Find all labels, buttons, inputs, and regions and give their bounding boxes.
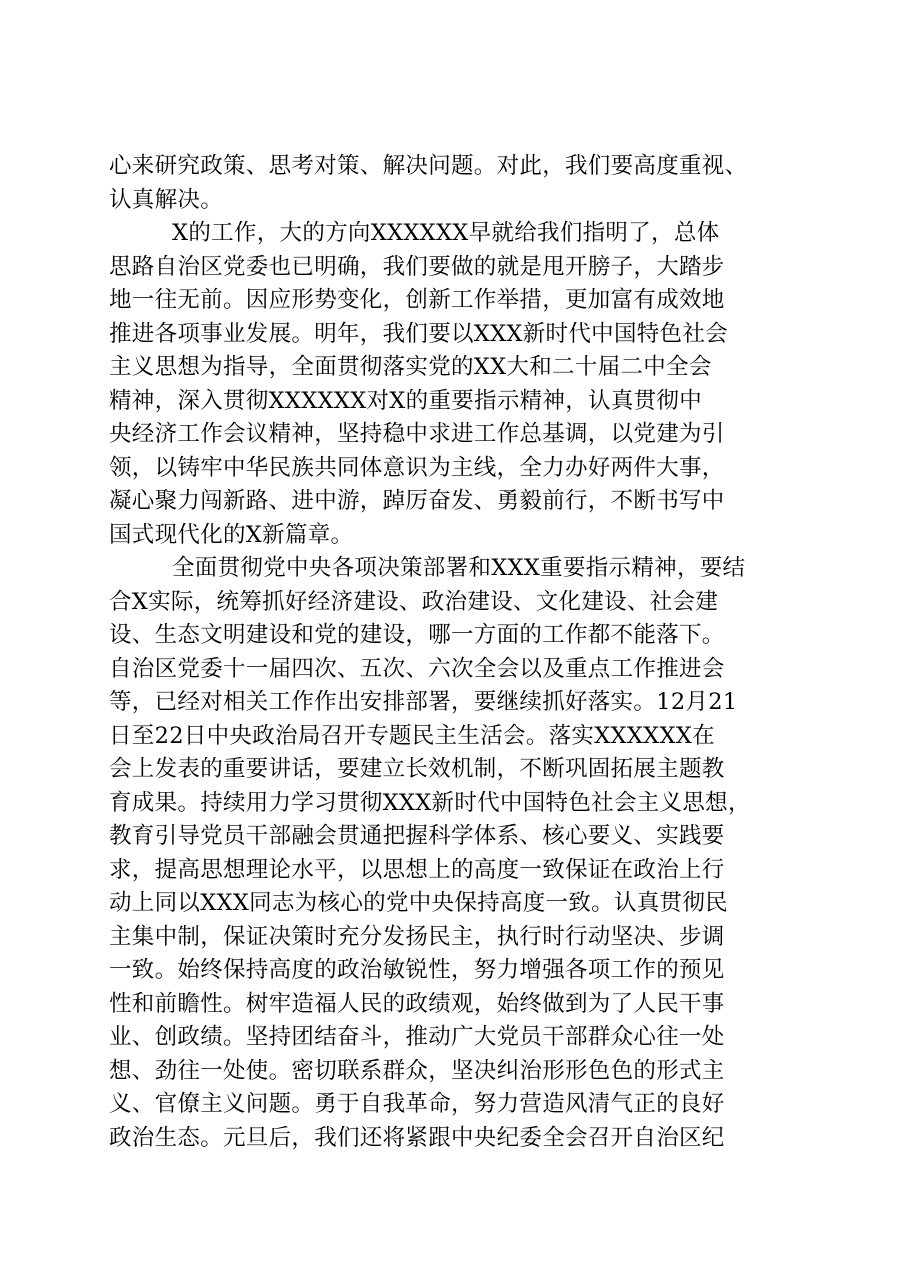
text-line: 教育引导党员干部融会贯通把握科学体系、核心要义、实践要 [109, 823, 725, 849]
text-line: 认真解决。 [109, 186, 224, 213]
text-line: 地一往无前。因应形势变化，创新工作举措，更加富有成效地 [109, 287, 725, 313]
paragraph-first-line: X的工作，大的方向XXXXXX早就给我们指明了，总体 [172, 220, 720, 246]
text-line: 合X实际，统筹抓好经济建设、政治建设、文化建设、社会建 [109, 588, 719, 615]
text-line: 自治区党委十一届四次、五次、六次全会以及重点工作推进会 [109, 655, 725, 682]
text-line: 日至22日中央政治局召开专题民主生活会。落实XXXXXX在 [109, 722, 715, 749]
text-line: 等，已经对相关工作作出安排部署，要继续抓好落实。12月21 [109, 689, 738, 715]
text-line: 央经济工作会议精神，坚持稳中求进工作总基调，以党建为引 [109, 421, 725, 447]
text-line: 会上发表的重要讲话，要建立长效机制，不断巩固拓展主题教 [109, 756, 725, 782]
text-line: 主义思想为指导，全面贯彻落实党的XX大和二十届二中全会 [109, 354, 712, 380]
text-line: 国式现代化的X新篇章。 [109, 521, 354, 548]
text-line: 动上同以XXX同志为核心的党中央保持高度一致。认真贯彻民 [109, 890, 728, 916]
text-line: 想、劲往一处使。密切联系群众，坚决纠治形形色色的形式主 [109, 1057, 725, 1084]
text-line: 育成果。持续用力学习贯彻XXX新时代中国特色社会主义思想， [109, 789, 751, 816]
text-line: 凝心聚力闯新路、进中游，踔厉奋发、勇毅前行，不断书写中 [109, 488, 725, 514]
text-line: 一致。始终保持高度的政治敏锐性，努力增强各项工作的预见 [109, 957, 725, 983]
text-line: 政治生态。元旦后，我们还将紧跟中央纪委全会召开自治区纪 [109, 1124, 725, 1151]
text-line: 求，提高思想理论水平，以思想上的高度一致保证在政治上行 [109, 856, 725, 883]
text-line: 领，以铸牢中华民族共同体意识为主线，全力办好两件大事， [109, 454, 725, 481]
paragraph-first-line: 全面贯彻党中央各项决策部署和XXX重要指示精神，要结 [172, 555, 746, 581]
text-line: 义、官僚主义问题。勇于自我革命，努力营造风清气正的良好 [109, 1091, 725, 1117]
text-line: 业、创政绩。坚持团结奋斗，推动广大党员干部群众心往一处 [109, 1024, 725, 1050]
text-line: 推进各项事业发展。明年，我们要以XXX新时代中国特色社会 [109, 320, 728, 347]
text-line: 思路自治区党委也已明确，我们要做的就是甩开膀子，大踏步 [109, 253, 725, 280]
body-text [109, 150, 824, 1155]
text-line: 心来研究政策、思考对策、解决问题。对此，我们要高度重视、 [109, 153, 748, 179]
text-line: 性和前瞻性。树牢造福人民的政绩观，始终做到为了人民干事 [109, 990, 725, 1017]
text-line: 设、生态文明建设和党的建设，哪一方面的工作都不能落下。 [109, 622, 725, 648]
text-line: 主集中制，保证决策时充分发扬民主，执行时行动坚决、步调 [109, 923, 725, 950]
text-line: 精神，深入贯彻XXXXXX对X的重要指示精神，认真贯彻中 [109, 387, 703, 414]
